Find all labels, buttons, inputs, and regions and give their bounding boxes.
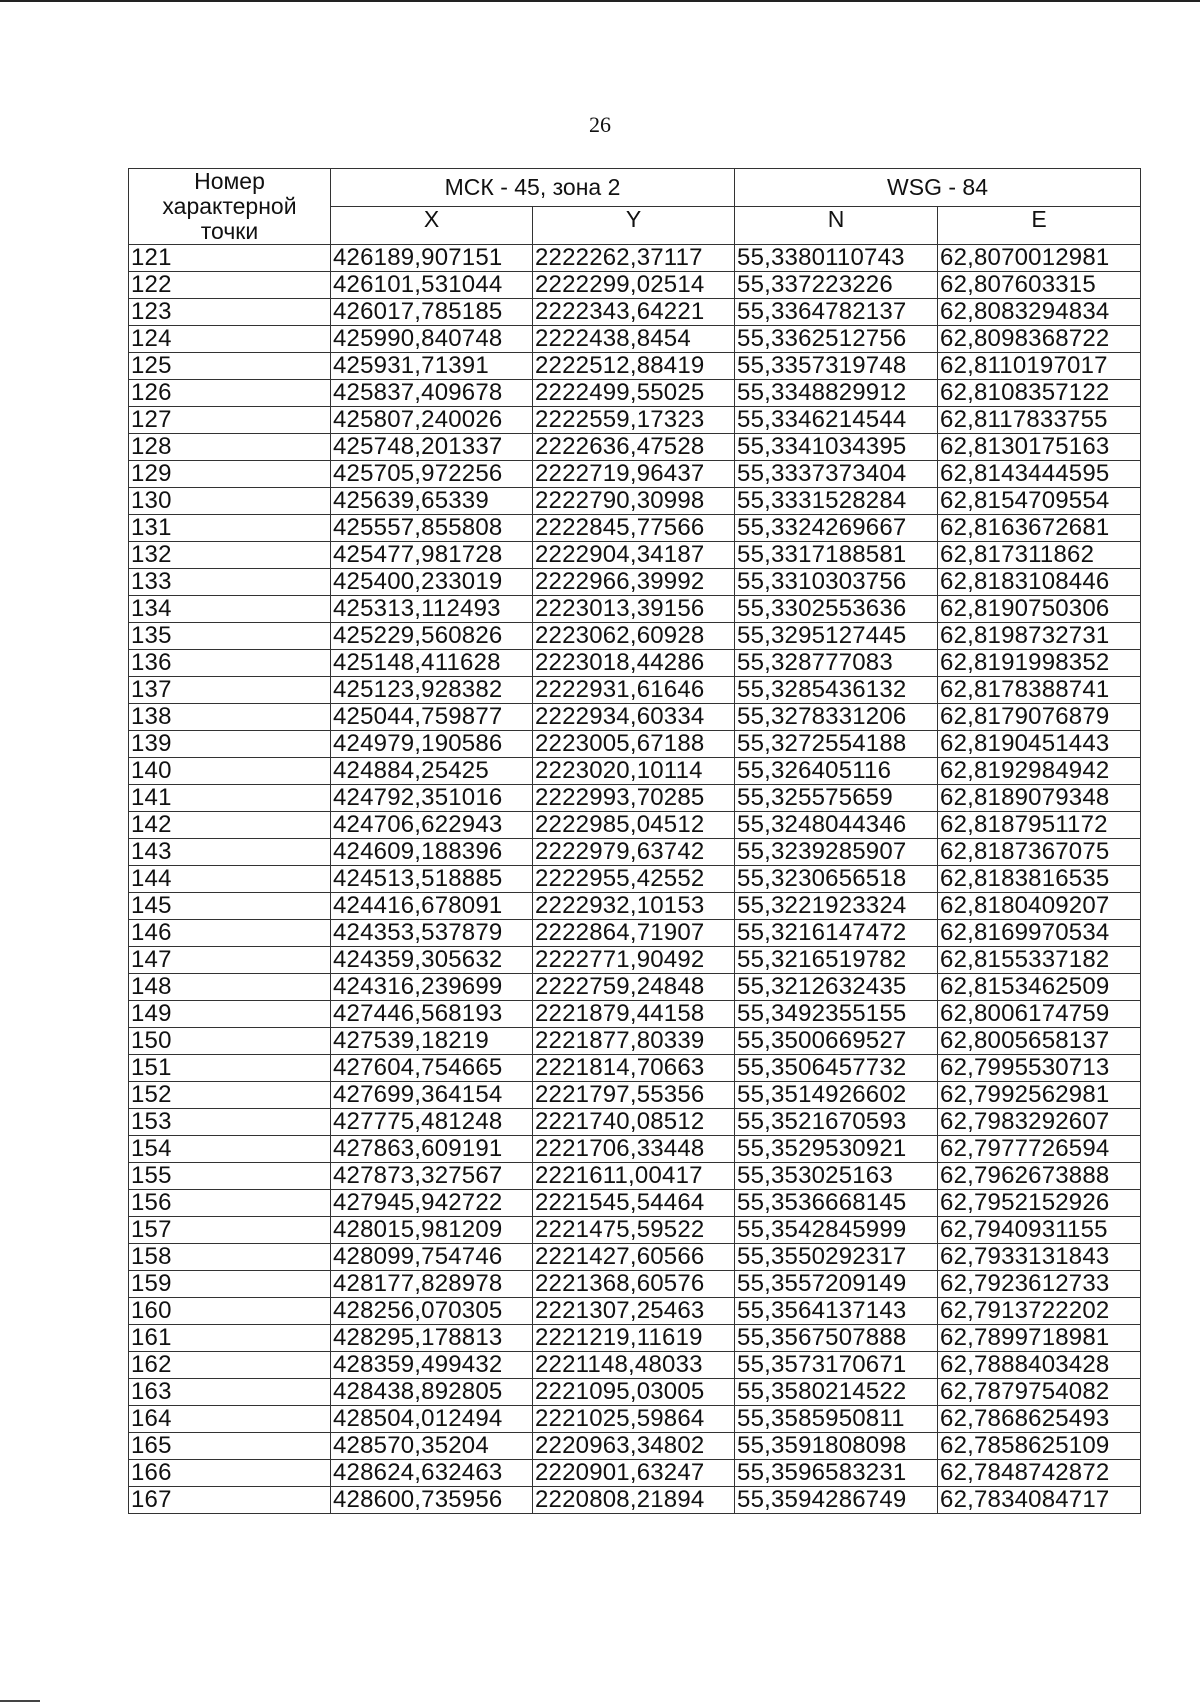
cell-x: 428438,892805 — [331, 1379, 533, 1406]
cell-x: 427775,481248 — [331, 1109, 533, 1136]
cell-point-number: 122 — [129, 272, 331, 299]
cell-n: 55,3216519782 — [735, 947, 938, 974]
cell-point-number: 140 — [129, 758, 331, 785]
cell-y: 2221545,54464 — [533, 1190, 735, 1217]
cell-point-number: 124 — [129, 326, 331, 353]
cell-point-number: 151 — [129, 1055, 331, 1082]
cell-point-number: 123 — [129, 299, 331, 326]
table-row — [129, 839, 1141, 866]
cell-y: 2221879,44158 — [533, 1001, 735, 1028]
cell-n: 55,3248044346 — [735, 812, 938, 839]
cell-x: 428624,632463 — [331, 1460, 533, 1487]
cell-e: 62,8169970534 — [938, 920, 1141, 947]
cell-n: 55,3230656518 — [735, 866, 938, 893]
cell-y: 2222299,02514 — [533, 272, 735, 299]
cell-n: 55,3567507888 — [735, 1325, 938, 1352]
cell-n: 55,3272554188 — [735, 731, 938, 758]
cell-x: 428570,35204 — [331, 1433, 533, 1460]
cell-x: 425477,981728 — [331, 542, 533, 569]
table-row — [129, 434, 1141, 461]
cell-y: 2222262,37117 — [533, 245, 735, 272]
table-row — [129, 704, 1141, 731]
cell-point-number: 126 — [129, 380, 331, 407]
cell-e: 62,8070012981 — [938, 245, 1141, 272]
cell-x: 426189,907151 — [331, 245, 533, 272]
cell-n: 55,3357319748 — [735, 353, 938, 380]
cell-e: 62,8155337182 — [938, 947, 1141, 974]
cell-e: 62,8143444595 — [938, 461, 1141, 488]
cell-x: 427446,568193 — [331, 1001, 533, 1028]
cell-n: 55,328777083 — [735, 650, 938, 677]
cell-e: 62,8189079348 — [938, 785, 1141, 812]
cell-e: 62,8190750306 — [938, 596, 1141, 623]
table-row — [129, 785, 1141, 812]
cell-e: 62,8190451443 — [938, 731, 1141, 758]
table-row — [129, 1298, 1141, 1325]
page-bottom-mark — [0, 1700, 40, 1702]
cell-point-number: 166 — [129, 1460, 331, 1487]
cell-x: 427604,754665 — [331, 1055, 533, 1082]
cell-point-number: 142 — [129, 812, 331, 839]
cell-point-number: 165 — [129, 1433, 331, 1460]
cell-y: 2222512,88419 — [533, 353, 735, 380]
cell-y: 2222759,24848 — [533, 974, 735, 1001]
cell-n: 55,3596583231 — [735, 1460, 938, 1487]
cell-y: 2221814,70663 — [533, 1055, 735, 1082]
header-col-y: Y — [533, 207, 735, 245]
cell-e: 62,7868625493 — [938, 1406, 1141, 1433]
table-header — [129, 169, 1141, 245]
table-row — [129, 1487, 1141, 1514]
cell-y: 2221877,80339 — [533, 1028, 735, 1055]
cell-x: 428359,499432 — [331, 1352, 533, 1379]
cell-n: 55,3550292317 — [735, 1244, 938, 1271]
cell-y: 2222438,8454 — [533, 326, 735, 353]
cell-point-number: 125 — [129, 353, 331, 380]
cell-x: 424359,305632 — [331, 947, 533, 974]
cell-e: 62,8180409207 — [938, 893, 1141, 920]
cell-x: 425229,560826 — [331, 623, 533, 650]
cell-e: 62,8130175163 — [938, 434, 1141, 461]
cell-point-number: 141 — [129, 785, 331, 812]
cell-y: 2222985,04512 — [533, 812, 735, 839]
cell-n: 55,3580214522 — [735, 1379, 938, 1406]
cell-n: 55,353025163 — [735, 1163, 938, 1190]
cell-x: 424792,351016 — [331, 785, 533, 812]
cell-x: 426101,531044 — [331, 272, 533, 299]
cell-y: 2222904,34187 — [533, 542, 735, 569]
table-row — [129, 677, 1141, 704]
cell-x: 424979,190586 — [331, 731, 533, 758]
table-row — [129, 542, 1141, 569]
cell-x: 425807,240026 — [331, 407, 533, 434]
table-row — [129, 299, 1141, 326]
cell-n: 55,3591808098 — [735, 1433, 938, 1460]
table-row — [129, 488, 1141, 515]
cell-x: 428177,828978 — [331, 1271, 533, 1298]
page-number: 26 — [589, 112, 611, 137]
cell-point-number: 127 — [129, 407, 331, 434]
table-row — [129, 1001, 1141, 1028]
cell-e: 62,8187951172 — [938, 812, 1141, 839]
cell-e: 62,8198732731 — [938, 623, 1141, 650]
cell-point-number: 155 — [129, 1163, 331, 1190]
cell-e: 62,7962673888 — [938, 1163, 1141, 1190]
table-row — [129, 1271, 1141, 1298]
cell-x: 425148,411628 — [331, 650, 533, 677]
table-row — [129, 947, 1141, 974]
cell-n: 55,3573170671 — [735, 1352, 938, 1379]
table-row — [129, 1163, 1141, 1190]
cell-y: 2223013,39156 — [533, 596, 735, 623]
cell-n: 55,3341034395 — [735, 434, 938, 461]
cell-y: 2222559,17323 — [533, 407, 735, 434]
cell-n: 55,3557209149 — [735, 1271, 938, 1298]
cell-e: 62,8108357122 — [938, 380, 1141, 407]
cell-y: 2222931,61646 — [533, 677, 735, 704]
cell-point-number: 128 — [129, 434, 331, 461]
table-row — [129, 893, 1141, 920]
cell-y: 2221706,33448 — [533, 1136, 735, 1163]
table-row — [129, 1190, 1141, 1217]
cell-point-number: 159 — [129, 1271, 331, 1298]
header-point-line-3: точки — [200, 218, 259, 244]
cell-y: 2221797,55356 — [533, 1082, 735, 1109]
cell-point-number: 143 — [129, 839, 331, 866]
cell-point-number: 130 — [129, 488, 331, 515]
cell-x: 425931,71391 — [331, 353, 533, 380]
header-point-line-1: Номер — [194, 168, 265, 194]
cell-x: 424513,518885 — [331, 866, 533, 893]
cell-point-number: 148 — [129, 974, 331, 1001]
cell-n: 55,3302553636 — [735, 596, 938, 623]
cell-n: 55,3239285907 — [735, 839, 938, 866]
cell-y: 2222845,77566 — [533, 515, 735, 542]
cell-e: 62,8005658137 — [938, 1028, 1141, 1055]
table-row — [129, 1460, 1141, 1487]
cell-y: 2222499,55025 — [533, 380, 735, 407]
cell-x: 428256,070305 — [331, 1298, 533, 1325]
table-row — [129, 569, 1141, 596]
cell-n: 55,3364782137 — [735, 299, 938, 326]
header-point-number — [129, 169, 331, 245]
cell-e: 62,7858625109 — [938, 1433, 1141, 1460]
cell-e: 62,8187367075 — [938, 839, 1141, 866]
table-row — [129, 1136, 1141, 1163]
table-row — [129, 1082, 1141, 1109]
cell-n: 55,3492355155 — [735, 1001, 938, 1028]
cell-n: 55,3285436132 — [735, 677, 938, 704]
cell-e: 62,7933131843 — [938, 1244, 1141, 1271]
cell-e: 62,8153462509 — [938, 974, 1141, 1001]
header-point-line-2: характерной — [162, 193, 297, 219]
cell-e: 62,7995530713 — [938, 1055, 1141, 1082]
cell-e: 62,7952152926 — [938, 1190, 1141, 1217]
table-row — [129, 1109, 1141, 1136]
cell-n: 55,3348829912 — [735, 380, 938, 407]
cell-point-number: 135 — [129, 623, 331, 650]
cell-n: 55,326405116 — [735, 758, 938, 785]
cell-e: 62,8178388741 — [938, 677, 1141, 704]
coordinates-table — [128, 168, 1141, 1514]
cell-e: 62,7992562981 — [938, 1082, 1141, 1109]
cell-e: 62,8098368722 — [938, 326, 1141, 353]
cell-y: 2221307,25463 — [533, 1298, 735, 1325]
cell-x: 428099,754746 — [331, 1244, 533, 1271]
table-row — [129, 380, 1141, 407]
cell-x: 428295,178813 — [331, 1325, 533, 1352]
cell-e: 62,8191998352 — [938, 650, 1141, 677]
cell-y: 2222343,64221 — [533, 299, 735, 326]
cell-e: 62,8154709554 — [938, 488, 1141, 515]
table-row — [129, 1352, 1141, 1379]
cell-y: 2222864,71907 — [533, 920, 735, 947]
header-col-e: E — [938, 207, 1141, 245]
cell-y: 2222636,47528 — [533, 434, 735, 461]
cell-e: 62,8192984942 — [938, 758, 1141, 785]
cell-x: 428600,735956 — [331, 1487, 533, 1514]
cell-e: 62,807603315 — [938, 272, 1141, 299]
cell-x: 425313,112493 — [331, 596, 533, 623]
cell-e: 62,817311862 — [938, 542, 1141, 569]
cell-e: 62,7879754082 — [938, 1379, 1141, 1406]
cell-y: 2222932,10153 — [533, 893, 735, 920]
cell-e: 62,7899718981 — [938, 1325, 1141, 1352]
cell-x: 425990,840748 — [331, 326, 533, 353]
cell-n: 55,3216147472 — [735, 920, 938, 947]
cell-e: 62,8179076879 — [938, 704, 1141, 731]
cell-x: 427945,942722 — [331, 1190, 533, 1217]
cell-e: 62,8006174759 — [938, 1001, 1141, 1028]
header-wgs-group: WSG - 84 — [735, 169, 1141, 207]
table-row — [129, 1406, 1141, 1433]
cell-y: 2221740,08512 — [533, 1109, 735, 1136]
cell-n: 55,3506457732 — [735, 1055, 938, 1082]
cell-point-number: 129 — [129, 461, 331, 488]
table-row — [129, 515, 1141, 542]
cell-n: 55,3295127445 — [735, 623, 938, 650]
cell-y: 2223018,44286 — [533, 650, 735, 677]
cell-n: 55,3331528284 — [735, 488, 938, 515]
cell-point-number: 150 — [129, 1028, 331, 1055]
cell-n: 55,3564137143 — [735, 1298, 938, 1325]
table-row — [129, 407, 1141, 434]
cell-x: 427699,364154 — [331, 1082, 533, 1109]
cell-y: 2222979,63742 — [533, 839, 735, 866]
cell-n: 55,325575659 — [735, 785, 938, 812]
cell-e: 62,7888403428 — [938, 1352, 1141, 1379]
cell-y: 2222719,96437 — [533, 461, 735, 488]
cell-point-number: 161 — [129, 1325, 331, 1352]
table-row — [129, 596, 1141, 623]
cell-e: 62,7940931155 — [938, 1217, 1141, 1244]
cell-y: 2221475,59522 — [533, 1217, 735, 1244]
cell-n: 55,3529530921 — [735, 1136, 938, 1163]
cell-point-number: 134 — [129, 596, 331, 623]
cell-y: 2221025,59864 — [533, 1406, 735, 1433]
table-body — [129, 245, 1141, 1514]
cell-n: 55,3585950811 — [735, 1406, 938, 1433]
cell-x: 424609,188396 — [331, 839, 533, 866]
cell-point-number: 160 — [129, 1298, 331, 1325]
cell-point-number: 133 — [129, 569, 331, 596]
cell-y: 2222771,90492 — [533, 947, 735, 974]
cell-x: 427863,609191 — [331, 1136, 533, 1163]
cell-y: 2222934,60334 — [533, 704, 735, 731]
table-row — [129, 920, 1141, 947]
cell-point-number: 146 — [129, 920, 331, 947]
cell-x: 424706,622943 — [331, 812, 533, 839]
cell-e: 62,7834084717 — [938, 1487, 1141, 1514]
cell-x: 425748,201337 — [331, 434, 533, 461]
cell-point-number: 139 — [129, 731, 331, 758]
cell-x: 425044,759877 — [331, 704, 533, 731]
cell-n: 55,3337373404 — [735, 461, 938, 488]
cell-x: 424884,25425 — [331, 758, 533, 785]
cell-point-number: 153 — [129, 1109, 331, 1136]
cell-y: 2220901,63247 — [533, 1460, 735, 1487]
cell-point-number: 154 — [129, 1136, 331, 1163]
table-row — [129, 974, 1141, 1001]
cell-x: 424416,678091 — [331, 893, 533, 920]
cell-x: 425557,855808 — [331, 515, 533, 542]
cell-point-number: 136 — [129, 650, 331, 677]
cell-point-number: 156 — [129, 1190, 331, 1217]
cell-point-number: 157 — [129, 1217, 331, 1244]
cell-point-number: 131 — [129, 515, 331, 542]
cell-y: 2223020,10114 — [533, 758, 735, 785]
cell-x: 424353,537879 — [331, 920, 533, 947]
cell-y: 2222993,70285 — [533, 785, 735, 812]
table-row — [129, 1217, 1141, 1244]
table-row — [129, 1055, 1141, 1082]
cell-n: 55,3278331206 — [735, 704, 938, 731]
cell-e: 62,8163672681 — [938, 515, 1141, 542]
cell-y: 2221148,48033 — [533, 1352, 735, 1379]
cell-e: 62,7848742872 — [938, 1460, 1141, 1487]
cell-y: 2221095,03005 — [533, 1379, 735, 1406]
cell-point-number: 158 — [129, 1244, 331, 1271]
cell-y: 2221611,00417 — [533, 1163, 735, 1190]
header-col-n: N — [735, 207, 938, 245]
cell-e: 62,8183108446 — [938, 569, 1141, 596]
cell-point-number: 163 — [129, 1379, 331, 1406]
cell-n: 55,3212632435 — [735, 974, 938, 1001]
cell-e: 62,8110197017 — [938, 353, 1141, 380]
cell-n: 55,3221923324 — [735, 893, 938, 920]
cell-point-number: 121 — [129, 245, 331, 272]
cell-e: 62,7983292607 — [938, 1109, 1141, 1136]
cell-x: 428504,012494 — [331, 1406, 533, 1433]
cell-point-number: 137 — [129, 677, 331, 704]
cell-n: 55,3346214544 — [735, 407, 938, 434]
cell-y: 2223062,60928 — [533, 623, 735, 650]
cell-x: 425837,409678 — [331, 380, 533, 407]
header-col-x: X — [331, 207, 533, 245]
table-row — [129, 272, 1141, 299]
cell-point-number: 152 — [129, 1082, 331, 1109]
cell-y: 2220808,21894 — [533, 1487, 735, 1514]
table-row — [129, 623, 1141, 650]
page-top-edge — [0, 0, 1200, 2]
cell-n: 55,3362512756 — [735, 326, 938, 353]
cell-point-number: 145 — [129, 893, 331, 920]
cell-point-number: 149 — [129, 1001, 331, 1028]
cell-n: 55,337223226 — [735, 272, 938, 299]
cell-y: 2221368,60576 — [533, 1271, 735, 1298]
cell-point-number: 138 — [129, 704, 331, 731]
table-row — [129, 1028, 1141, 1055]
table-row — [129, 245, 1141, 272]
cell-point-number: 167 — [129, 1487, 331, 1514]
cell-y: 2223005,67188 — [533, 731, 735, 758]
cell-x: 425123,928382 — [331, 677, 533, 704]
table-row — [129, 461, 1141, 488]
cell-y: 2221427,60566 — [533, 1244, 735, 1271]
table-row — [129, 866, 1141, 893]
cell-e: 62,8117833755 — [938, 407, 1141, 434]
cell-n: 55,3324269667 — [735, 515, 938, 542]
header-msk-group: МСК - 45, зона 2 — [331, 169, 735, 207]
cell-x: 426017,785185 — [331, 299, 533, 326]
cell-point-number: 164 — [129, 1406, 331, 1433]
table-row — [129, 758, 1141, 785]
table-row — [129, 1244, 1141, 1271]
cell-x: 424316,239699 — [331, 974, 533, 1001]
cell-point-number: 132 — [129, 542, 331, 569]
cell-e: 62,7923612733 — [938, 1271, 1141, 1298]
cell-x: 425705,972256 — [331, 461, 533, 488]
cell-n: 55,3542845999 — [735, 1217, 938, 1244]
table-row — [129, 731, 1141, 758]
cell-n: 55,3514926602 — [735, 1082, 938, 1109]
cell-y: 2222790,30998 — [533, 488, 735, 515]
cell-e: 62,8083294834 — [938, 299, 1141, 326]
table-row — [129, 650, 1141, 677]
cell-e: 62,7913722202 — [938, 1298, 1141, 1325]
cell-y: 2221219,11619 — [533, 1325, 735, 1352]
table-row — [129, 1433, 1141, 1460]
cell-x: 425639,65339 — [331, 488, 533, 515]
table-row — [129, 353, 1141, 380]
cell-e: 62,8183816535 — [938, 866, 1141, 893]
cell-y: 2222966,39992 — [533, 569, 735, 596]
table-row — [129, 326, 1141, 353]
cell-n: 55,3317188581 — [735, 542, 938, 569]
cell-n: 55,3594286749 — [735, 1487, 938, 1514]
header-row-groups — [129, 169, 1141, 207]
cell-e: 62,7977726594 — [938, 1136, 1141, 1163]
cell-y: 2220963,34802 — [533, 1433, 735, 1460]
cell-n: 55,3380110743 — [735, 245, 938, 272]
cell-point-number: 162 — [129, 1352, 331, 1379]
cell-y: 2222955,42552 — [533, 866, 735, 893]
table-row — [129, 1379, 1141, 1406]
cell-n: 55,3310303756 — [735, 569, 938, 596]
cell-x: 427873,327567 — [331, 1163, 533, 1190]
cell-point-number: 144 — [129, 866, 331, 893]
cell-x: 425400,233019 — [331, 569, 533, 596]
cell-point-number: 147 — [129, 947, 331, 974]
cell-x: 427539,18219 — [331, 1028, 533, 1055]
cell-n: 55,3536668145 — [735, 1190, 938, 1217]
cell-n: 55,3500669527 — [735, 1028, 938, 1055]
table-row — [129, 1325, 1141, 1352]
cell-x: 428015,981209 — [331, 1217, 533, 1244]
table-row — [129, 812, 1141, 839]
cell-n: 55,3521670593 — [735, 1109, 938, 1136]
